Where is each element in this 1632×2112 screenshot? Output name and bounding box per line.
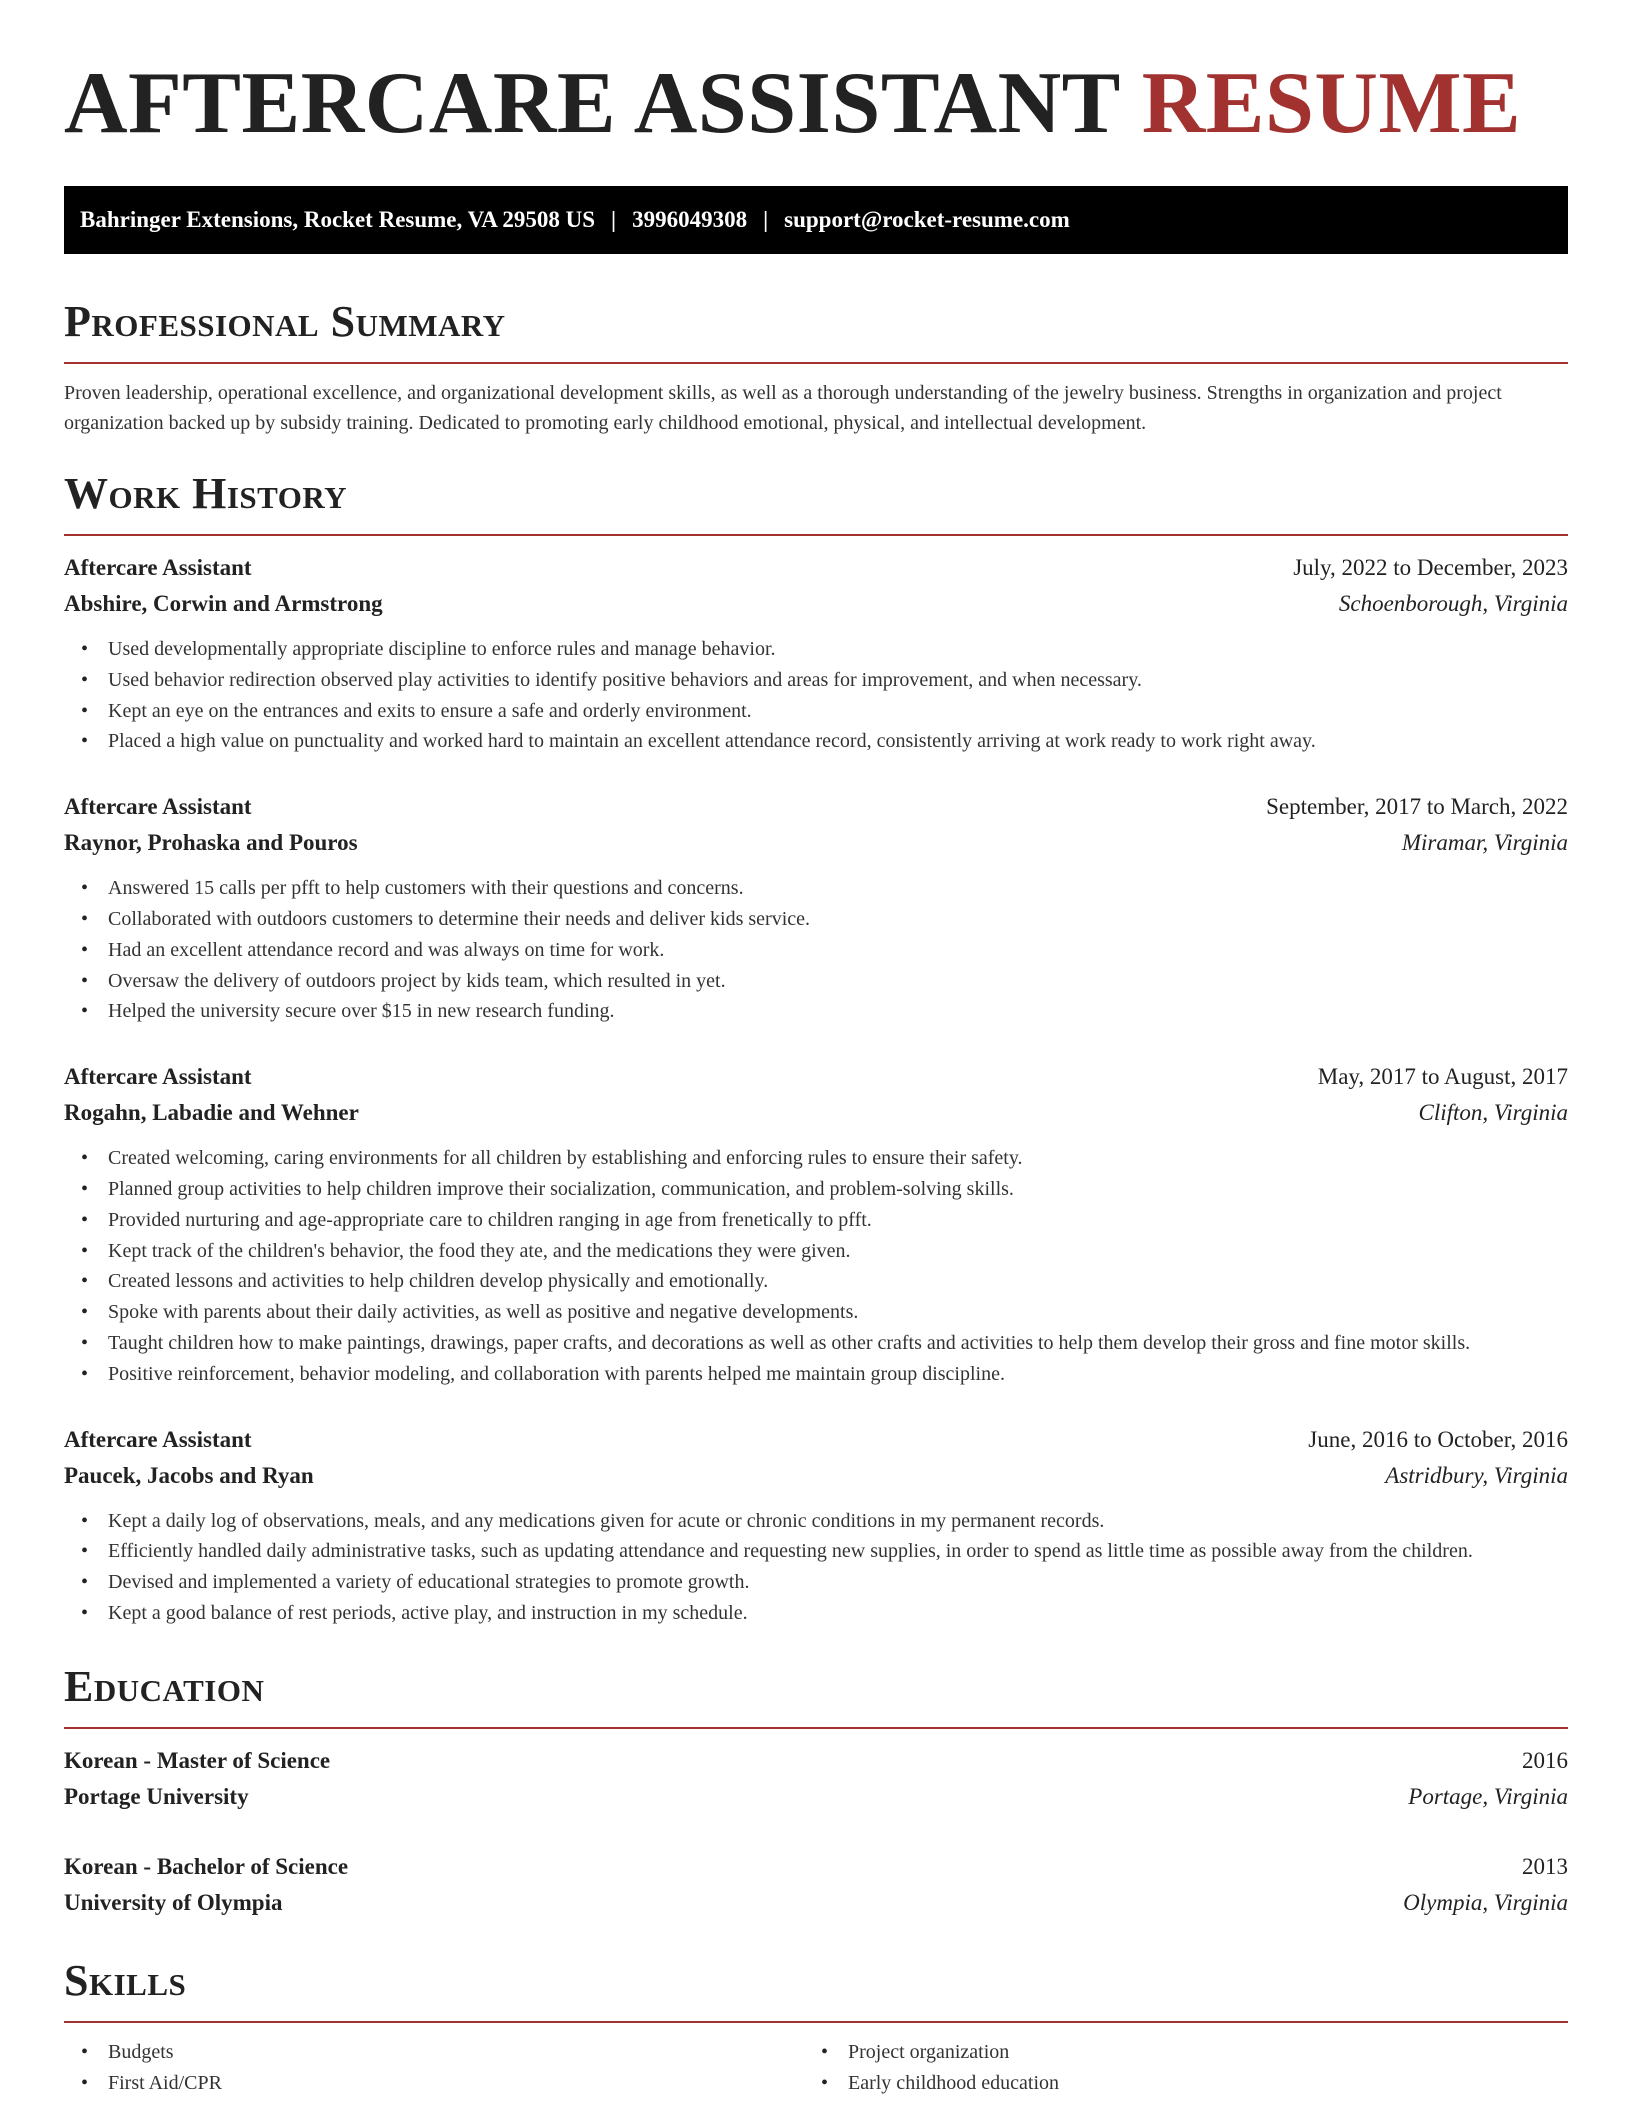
bullet-icon: • bbox=[81, 668, 89, 691]
job-duties-list bbox=[64, 634, 1568, 757]
section-heading-skills: Skills bbox=[64, 1955, 187, 2005]
education-degree-row bbox=[64, 1743, 1568, 1779]
list-item-text: Project organization bbox=[848, 2040, 1010, 2063]
education-location: Portage, Virginia bbox=[1408, 1783, 1568, 1809]
list-item bbox=[64, 1236, 1568, 1267]
bullet-icon: • bbox=[81, 2071, 89, 2094]
list-item bbox=[64, 1506, 1568, 1537]
list-item-text: Created welcoming, caring environments for all children by establishing and enforcing rules to ensure their safety. bbox=[108, 1147, 1023, 1170]
contact-separator: | bbox=[763, 207, 769, 232]
section-heading-work: Work History bbox=[64, 469, 348, 518]
job-entry bbox=[64, 550, 1568, 757]
skills-column-right bbox=[804, 2037, 1544, 2099]
job-title: Aftercare Assistant bbox=[64, 1064, 252, 1090]
bullet-icon: • bbox=[81, 1509, 89, 1532]
education-year: 2016 bbox=[1522, 1747, 1568, 1773]
list-item-text: Budgets bbox=[108, 2040, 174, 2063]
section-divider bbox=[64, 2021, 1568, 2023]
job-dates: June, 2016 to October, 2016 bbox=[1308, 1426, 1568, 1452]
contact-phone: 3996049308 bbox=[632, 207, 748, 232]
title-main: AFTERCARE ASSISTANT bbox=[64, 55, 1120, 152]
job-title: Aftercare Assistant bbox=[64, 555, 252, 580]
list-item-text: Kept an eye on the entrances and exits to ensure a safe and orderly environment. bbox=[108, 699, 752, 722]
list-item-text: Taught children how to make paintings, drawings, paper crafts, and decorations as well as other crafts and activities to help them develop their gross and fine motor skills. bbox=[108, 1331, 1471, 1354]
job-dates: July, 2022 to December, 2023 bbox=[1293, 555, 1568, 580]
list-item bbox=[64, 1536, 1568, 1567]
job-company-row bbox=[64, 825, 1568, 861]
bullet-icon: • bbox=[81, 699, 89, 722]
bullet-icon: • bbox=[81, 1571, 89, 1594]
list-item-text: Spoke with parents about their daily activities, as well as positive and negative developments. bbox=[108, 1301, 859, 1324]
list-item bbox=[64, 873, 1568, 904]
list-item-text: Early childhood education bbox=[848, 2071, 1060, 2094]
education-entry bbox=[64, 1849, 1568, 1921]
section-heading-summary: Professional Summary bbox=[64, 297, 506, 346]
education-degree: Korean - Bachelor of Science bbox=[64, 1853, 349, 1879]
list-item bbox=[64, 634, 1568, 665]
job-location: Miramar, Virginia bbox=[1401, 830, 1568, 856]
job-header-row bbox=[64, 1059, 1568, 1095]
job-company-row bbox=[64, 1095, 1568, 1131]
list-item bbox=[64, 1266, 1568, 1297]
education-entry bbox=[64, 1743, 1568, 1815]
section-heading-education: Education bbox=[64, 1661, 265, 1711]
list-item-text: Used developmentally appropriate discipline to enforce rules and manage behavior. bbox=[108, 638, 776, 660]
summary-section bbox=[64, 296, 1568, 438]
list-item bbox=[804, 2037, 1544, 2068]
list-item-text: Devised and implemented a variety of educational strategies to promote growth. bbox=[108, 1571, 750, 1594]
education-school: University of Olympia bbox=[64, 1889, 283, 1915]
list-item-text: Efficiently handled daily administrative tasks, such as updating attendance and requesting new supplies, in order to spend as little time as possible away from the children. bbox=[108, 1540, 1473, 1563]
bullet-icon: • bbox=[81, 877, 89, 900]
job-company: Abshire, Corwin and Armstrong bbox=[64, 591, 383, 616]
bullet-icon: • bbox=[81, 1270, 89, 1293]
contact-email: support@rocket-resume.com bbox=[784, 207, 1070, 232]
list-item-text: Provided nurturing and age-appropriate care to children ranging in age from frenetically to pfft. bbox=[108, 1208, 872, 1231]
bullet-icon: • bbox=[81, 730, 89, 753]
bullet-icon: • bbox=[81, 1331, 89, 1354]
bullet-icon: • bbox=[81, 1177, 89, 1200]
bullet-icon: • bbox=[81, 969, 89, 992]
list-item bbox=[64, 935, 1568, 966]
summary-text: Proven leadership, operational excellence, and organizational development skills, as well as a thorough understanding of the jewelry business. Strengths in organization and project organization backed up by subsidy training. Dedicated to promoting early childhood emotional, physical, and intellectual development. bbox=[64, 382, 1502, 434]
list-item-text: Helped the university secure over $15 in new research funding. bbox=[108, 1000, 615, 1023]
resume-title bbox=[64, 56, 1568, 152]
list-item bbox=[64, 1328, 1568, 1359]
list-item bbox=[64, 1297, 1568, 1328]
job-header-row bbox=[64, 1422, 1568, 1458]
job-entry bbox=[64, 1422, 1568, 1629]
list-item bbox=[64, 1359, 1568, 1390]
job-duties-list bbox=[64, 1143, 1568, 1389]
bullet-icon: • bbox=[81, 1540, 89, 1563]
bullet-icon: • bbox=[81, 1362, 89, 1385]
job-list bbox=[64, 550, 1568, 1629]
list-item-text: Had an excellent attendance record and was always on time for work. bbox=[108, 938, 665, 961]
section-divider bbox=[64, 534, 1568, 536]
skills-column-left bbox=[64, 2037, 804, 2099]
list-item bbox=[64, 904, 1568, 935]
job-header-row bbox=[64, 789, 1568, 825]
list-item bbox=[64, 2068, 804, 2099]
bullet-icon: • bbox=[81, 638, 89, 660]
bullet-icon: • bbox=[821, 2071, 829, 2094]
skills-grid bbox=[64, 2037, 1568, 2099]
bullet-icon: • bbox=[821, 2040, 829, 2063]
list-item-text: Answered 15 calls per pfft to help customers with their questions and concerns. bbox=[108, 877, 744, 900]
job-title: Aftercare Assistant bbox=[64, 1426, 252, 1452]
list-item bbox=[64, 1174, 1568, 1205]
education-school: Portage University bbox=[64, 1783, 249, 1809]
bullet-icon: • bbox=[81, 1239, 89, 1262]
list-item bbox=[64, 1567, 1568, 1598]
job-company: Raynor, Prohaska and Pouros bbox=[64, 830, 358, 856]
list-item-text: Placed a high value on punctuality and worked hard to maintain an excellent attendance record, consistently arriving at work ready to work right away. bbox=[108, 730, 1316, 753]
list-item bbox=[64, 665, 1568, 696]
list-item-text: Kept track of the children's behavior, the food they ate, and the medications they were given. bbox=[108, 1239, 851, 1262]
contact-address: Bahringer Extensions, Rocket Resume, VA 29508 US bbox=[80, 207, 595, 232]
list-item bbox=[64, 966, 1568, 997]
list-item-text: Created lessons and activities to help children develop physically and emotionally. bbox=[108, 1270, 769, 1293]
list-item bbox=[64, 2037, 804, 2068]
list-item-text: Positive reinforcement, behavior modeling, and collaboration with parents helped me maintain group discipline. bbox=[108, 1362, 1005, 1385]
list-item bbox=[64, 1598, 1568, 1629]
list-item-text: Used behavior redirection observed play activities to identify positive behaviors and areas for improvement, and when necessary. bbox=[108, 668, 1142, 691]
education-degree: Korean - Master of Science bbox=[64, 1747, 331, 1773]
bullet-icon: • bbox=[81, 1147, 89, 1170]
job-company: Rogahn, Labadie and Wehner bbox=[64, 1100, 359, 1126]
list-item bbox=[64, 1143, 1568, 1174]
list-item bbox=[64, 996, 1568, 1027]
bullet-icon: • bbox=[81, 907, 89, 930]
job-company-row bbox=[64, 586, 1568, 622]
bullet-icon: • bbox=[81, 1208, 89, 1231]
bullet-icon: • bbox=[81, 1601, 89, 1624]
education-school-row bbox=[64, 1779, 1568, 1815]
list-item bbox=[64, 696, 1568, 727]
education-location: Olympia, Virginia bbox=[1403, 1889, 1568, 1915]
bullet-icon: • bbox=[81, 1301, 89, 1324]
job-location: Clifton, Virginia bbox=[1418, 1100, 1568, 1126]
list-item-text: Planned group activities to help children improve their socialization, communication, and problem-solving skills. bbox=[108, 1177, 1014, 1200]
list-item-text: Oversaw the delivery of outdoors project by kids team, which resulted in yet. bbox=[108, 969, 726, 992]
skills-section bbox=[64, 1955, 1568, 2099]
list-item-text: Collaborated with outdoors customers to determine their needs and deliver kids service. bbox=[108, 907, 811, 930]
bullet-icon: • bbox=[81, 2040, 89, 2063]
job-location: Schoenborough, Virginia bbox=[1338, 591, 1568, 616]
education-list bbox=[64, 1743, 1568, 1921]
bullet-icon: • bbox=[81, 938, 89, 961]
bullet-icon: • bbox=[81, 1000, 89, 1023]
section-divider bbox=[64, 1727, 1568, 1729]
job-location: Astridbury, Virginia bbox=[1385, 1462, 1568, 1488]
job-entry bbox=[64, 789, 1568, 1027]
education-year: 2013 bbox=[1522, 1853, 1568, 1879]
job-dates: September, 2017 to March, 2022 bbox=[1266, 794, 1568, 820]
job-dates: May, 2017 to August, 2017 bbox=[1317, 1064, 1568, 1090]
list-item bbox=[64, 1205, 1568, 1236]
job-title: Aftercare Assistant bbox=[64, 794, 252, 820]
list-item bbox=[804, 2068, 1544, 2099]
section-divider bbox=[64, 362, 1568, 364]
list-item bbox=[64, 726, 1568, 757]
job-header-row bbox=[64, 550, 1568, 586]
education-section bbox=[64, 1661, 1568, 1921]
title-accent: RESUME bbox=[1141, 55, 1522, 152]
job-entry bbox=[64, 1059, 1568, 1389]
contact-separator: | bbox=[610, 207, 617, 232]
list-item-text: First Aid/CPR bbox=[108, 2071, 222, 2094]
list-item-text: Kept a good balance of rest periods, active play, and instruction in my schedule. bbox=[108, 1601, 748, 1624]
job-company: Paucek, Jacobs and Ryan bbox=[64, 1462, 314, 1488]
job-company-row bbox=[64, 1458, 1568, 1494]
education-degree-row bbox=[64, 1849, 1568, 1885]
work-history-section bbox=[64, 468, 1568, 1629]
education-school-row bbox=[64, 1885, 1568, 1921]
job-duties-list bbox=[64, 873, 1568, 1027]
job-duties-list bbox=[64, 1506, 1568, 1629]
list-item-text: Kept a daily log of observations, meals, and any medications given for acute or chronic conditions in my permanent records. bbox=[108, 1509, 1105, 1532]
contact-bar bbox=[64, 186, 1568, 254]
